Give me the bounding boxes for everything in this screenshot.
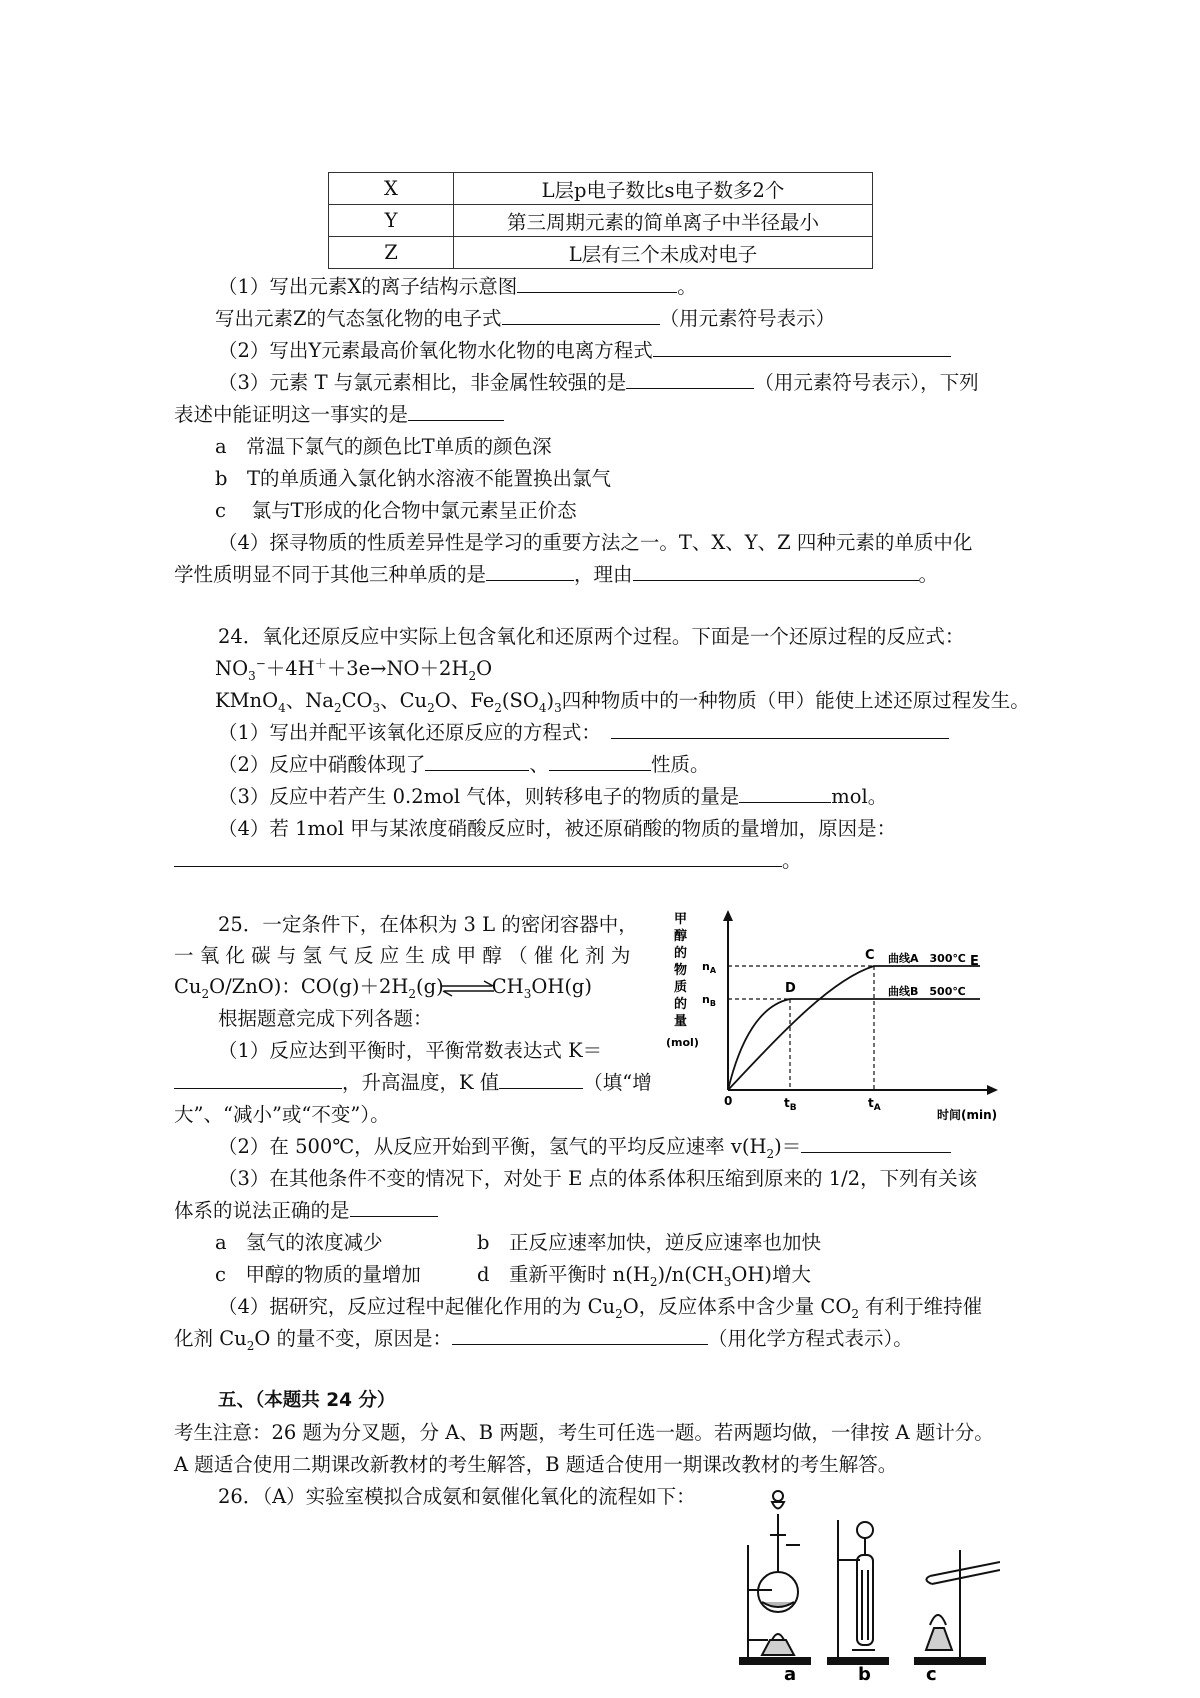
table-cell-key: Z — [329, 237, 454, 269]
q23-part3-line: （3）元素 T 与氯元素相比，非金属性较强的是 （用元素符号表示），下列 — [218, 368, 979, 398]
q25-option-b: b 正反应速率加快，逆反应速率也加快 — [477, 1231, 821, 1254]
table-cell-key: X — [329, 173, 454, 205]
answer-blank[interactable] — [350, 1196, 438, 1217]
q23-part2-line: （2）写出Y元素最高价氧化物水化物的电离方程式 — [218, 336, 951, 366]
series-label-b: 曲线B 500℃ — [888, 985, 966, 998]
answer-blank[interactable] — [626, 368, 754, 389]
q23-part1-line: （1）写出元素X的离子结构示意图 。 — [218, 272, 697, 302]
q25-option-a: a 氢气的浓度减少 — [215, 1231, 383, 1254]
table-cell-desc: L层p电子数比s电子数多2个 — [454, 173, 873, 205]
answer-blank[interactable] — [801, 1132, 951, 1153]
section-five-title: 五、（本题共 24 分） — [218, 1390, 396, 1411]
q25-option-c: c 甲醇的物质的量增加 — [215, 1263, 421, 1286]
q23-option-b: b T的单质通入氯化钠水溶液不能置换出氯气 — [215, 467, 611, 490]
q25-line1: 25．一定条件下，在体积为 3 L 的密闭容器中， — [218, 913, 638, 936]
section-five-note2: A 题适合使用二期课改新教材的考生解答，B 题适合使用一期课改教材的考生解答。 — [174, 1453, 898, 1476]
q25-part1-line2: ，升高温度，K 值 （填“增 — [174, 1068, 652, 1098]
answer-blank[interactable] — [517, 272, 677, 293]
table-cell-desc: L层有三个未成对电子 — [454, 237, 873, 269]
y-tick-nA: $n_A$ — [702, 960, 717, 975]
apparatus-a — [740, 1491, 810, 1664]
q25-option-d: d 重新平衡时 $n(H_2)/n(CH_3OH)$增大 — [477, 1263, 812, 1289]
q25-part4-line2: 化剂 $Cu_2O$ 的量不变，原因是： （用化学方程式表示）。 — [174, 1324, 913, 1354]
q25-part2-line: （2）在 500℃，从反应开始到平衡，氢气的平均反应速率 $v(H_2)=$ — [218, 1132, 951, 1162]
table-row — [329, 237, 873, 269]
answer-blank[interactable] — [174, 846, 782, 867]
q24-substances: KMnO$_4$、$Na_2CO_3$、$Cu_2O$、$Fe_2(SO_4)_3$四种物质中的一种物质（甲）能使上述还原过程发生。 — [215, 689, 1030, 715]
series-label-a: 曲线A 300℃ — [888, 952, 966, 965]
section-five-note1: 考生注意：26 题为分叉题，分 A、B 两题，考生可任选一题。若两题均做，一律按 A 题计分。 — [174, 1421, 994, 1444]
q24-part3-line: （3）反应中若产生 0.2mol 气体，则转移电子的物质的量是 mol。 — [218, 782, 887, 812]
q25-part1-line3: 大”、“减小”或“不变”）。 — [174, 1103, 390, 1126]
apparatus-c — [915, 1550, 1000, 1664]
answer-blank[interactable] — [739, 782, 831, 803]
q25-line2: 一 氧 化 碳 与 氢 气 反 应 生 成 甲 醇 （ 催 化 剂 为 — [174, 944, 631, 967]
point-label-e: E — [970, 954, 979, 969]
apparatus-label-b: b — [858, 1664, 871, 1685]
answer-blank[interactable] — [611, 718, 949, 739]
q23-option-c: c 氯与T形成的化合物中氯元素呈正价态 — [215, 499, 577, 522]
answer-blank[interactable] — [408, 400, 504, 421]
reversible-arrow-icon — [440, 978, 496, 998]
q25-line3: $Cu_2O/ZnO$)：$CO(g)+2H_2(g)$ $CH_3OH(g)$ — [174, 975, 593, 1001]
q25-options-ab — [215, 1228, 821, 1258]
answer-blank[interactable] — [486, 560, 574, 581]
q25-part3-line2: 体系的说法正确的是 — [174, 1196, 438, 1226]
q24-intro: 24．氧化还原反应中实际上包含氧化和还原两个过程。下面是一个还原过程的反应式： — [218, 625, 965, 648]
apparatus-label-a: a — [784, 1664, 797, 1685]
q23-part1b-line: 写出元素Z的气态氢化物的电子式 （用元素符号表示） — [215, 304, 835, 334]
x-tick-origin: 0 — [724, 1094, 733, 1108]
q25-part1-line: （1）反应达到平衡时，平衡常数表达式 K＝ — [218, 1039, 603, 1062]
table-row — [329, 205, 873, 237]
y-label-char: 的 — [674, 997, 688, 1012]
q25-options-cd — [215, 1260, 811, 1290]
q24-equation: $NO_3^-+4H^++3e\to NO+2H_2O$ — [215, 656, 493, 683]
curve-b-line — [728, 999, 980, 1090]
q24-part4-answer-line: 。 — [174, 846, 802, 876]
table-cell-desc: 第三周期元素的简单离子中半径最小 — [454, 205, 873, 237]
y-axis-label — [666, 912, 699, 1049]
q23-part4-line2: 学性质明显不同于其他三种单质的是 ，理由 。 — [174, 560, 938, 590]
y-label-char: 质 — [674, 980, 688, 995]
answer-blank[interactable] — [452, 1324, 708, 1345]
x-tick-tB: $t_B$ — [784, 1096, 797, 1113]
q24-part4-line: （4）若 1mol 甲与某浓度硝酸反应时，被还原硝酸的物质的量增加，原因是： — [218, 817, 897, 840]
q24-part2-line: （2）反应中硝酸体现了 、 性质。 — [218, 750, 709, 780]
q25-line4: 根据题意完成下列各题： — [218, 1007, 433, 1030]
y-tick-nB: $n_B$ — [702, 993, 716, 1008]
q23-option-a: a 常温下氯气的颜色比T单质的颜色深 — [215, 435, 552, 458]
answer-blank[interactable] — [499, 1068, 583, 1089]
point-label-c: C — [865, 948, 875, 963]
x-axis-arrow — [987, 1085, 998, 1095]
y-label-char: 量 — [674, 1014, 688, 1029]
q24-part1-line: （1）写出并配平该氧化还原反应的方程式： — [218, 718, 949, 748]
x-axis-label: 时间(min) — [937, 1108, 998, 1122]
answer-blank[interactable] — [549, 750, 651, 771]
answer-blank[interactable] — [174, 1068, 342, 1089]
q26-intro: 26．（A）实验室模拟合成氨和氨催化氧化的流程如下： — [218, 1485, 696, 1508]
table-row — [329, 173, 873, 205]
q23-part3-line2: 表述中能证明这一事实的是 — [174, 400, 504, 430]
y-label-char: 物 — [674, 963, 688, 978]
answer-blank[interactable] — [425, 750, 529, 771]
y-label-char: 的 — [674, 946, 688, 961]
answer-blank[interactable] — [653, 336, 951, 357]
q23-part4-line: （4）探寻物质的性质差异性是学习的重要方法之一。T、X、Y、Z 四种元素的单质中化 — [218, 531, 973, 554]
apparatus-label-c: c — [926, 1664, 937, 1685]
answer-blank[interactable] — [502, 304, 660, 325]
q25-part3-line: （3）在其他条件不变的情况下，对处于 E 点的体系体积压缩到原来的 1/2，下列有关该 — [218, 1167, 978, 1190]
x-tick-tA: $t_A$ — [868, 1096, 881, 1113]
y-label-unit: (mol) — [666, 1036, 699, 1049]
y-label-char: 甲 — [674, 912, 688, 927]
element-table — [328, 172, 873, 269]
y-label-char: 醇 — [674, 929, 688, 944]
apparatus-b — [828, 1520, 888, 1664]
methanol-chart — [660, 905, 1010, 1130]
q25-part4-line: （4）据研究，反应过程中起催化作用的为 $Cu_2O$，反应体系中含少量 $CO_2$ 有利于维持催 — [218, 1295, 983, 1321]
answer-blank[interactable] — [633, 560, 919, 581]
apparatus-figure — [700, 1490, 1000, 1685]
table-cell-key: Y — [329, 205, 454, 237]
y-axis-arrow — [723, 910, 733, 921]
point-label-d: D — [785, 981, 796, 996]
